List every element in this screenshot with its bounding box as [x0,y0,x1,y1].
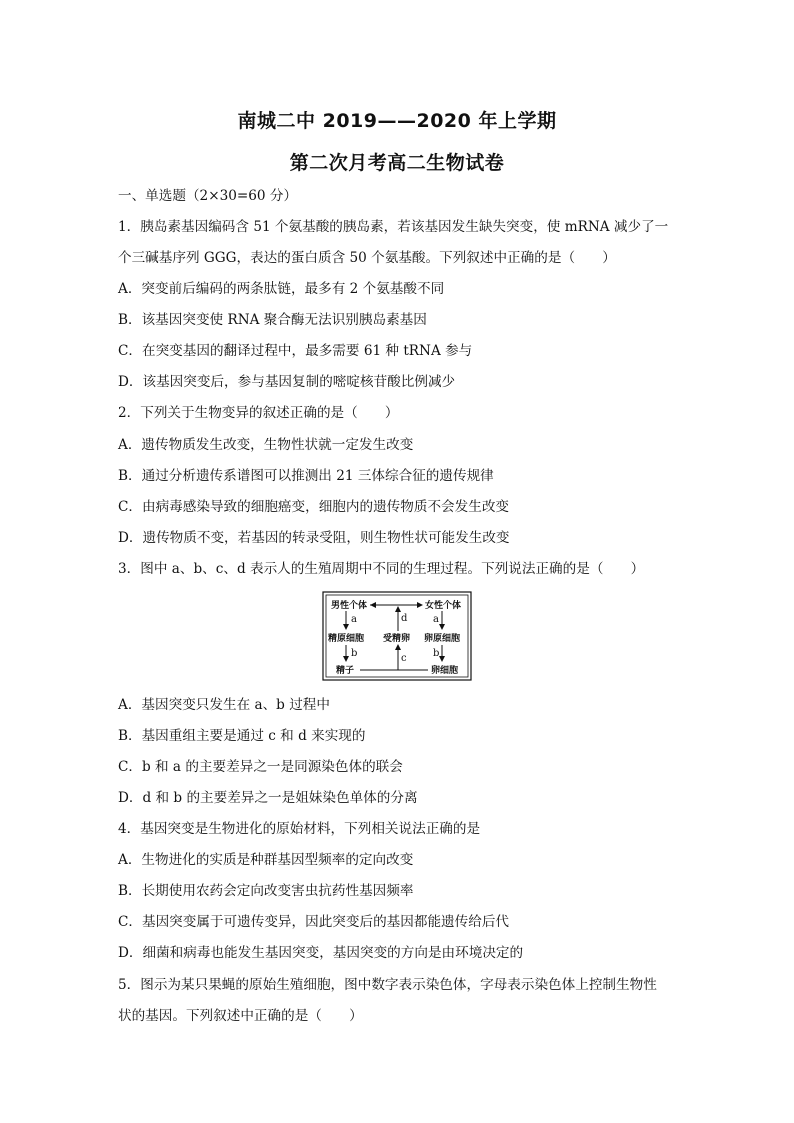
question-4-option-d: D．细菌和病毒也能发生基因突变，基因突变的方向是由环境决定的 [118,945,524,961]
question-4-option-b: B．长期使用农药会定向改变害虫抗药性基因频率 [118,883,414,899]
question-2-option-a: A．遗传物质发生改变，生物性状就一定发生改变 [118,437,414,453]
section-heading: 一、单选题（2×30=60 分） [118,188,298,204]
node-zygote: 受精卵 [383,634,411,644]
label-c: c [401,653,407,664]
node-oogonium: 卵原细胞 [424,634,461,644]
reproduction-cycle-diagram [322,591,472,681]
question-5-stem: 5．图示为某只果蝇的原始生殖细胞，图中数字表示染色体，字母表示染色体上控制生物性 [118,977,657,993]
node-female: 女性个体 [425,601,462,611]
exam-title-line2: 第二次月考高二生物试卷 [289,152,505,174]
node-male: 男性个体 [331,601,368,611]
question-5-stem: 状的基因。下列叙述中正确的是（ ） [118,1008,363,1024]
question-4-stem: 4．基因突变是生物进化的原始材料，下列相关说法正确的是 [118,821,481,837]
question-1-stem: 1．胰岛素基因编码含 51 个氨基酸的胰岛素，若该基因发生缺失突变，使 mRNA 减少了一 [118,219,669,235]
node-spermatogonium: 精原细胞 [328,634,365,644]
question-2-option-b: B．通过分析遗传系谱图可以推测出 21 三体综合征的遗传规律 [118,468,494,484]
question-3-option-a: A．基因突变只发生在 a、b 过程中 [118,697,330,713]
exam-title-line1: 南城二中 2019——2020 年上学期 [237,110,557,132]
question-1-option-d: D．该基因突变后，参与基因复制的嘧啶核苷酸比例减少 [118,374,456,390]
label-d: d [401,613,408,624]
question-4-option-c: C．基因突变属于可遗传变异，因此突变后的基因都能遗传给后代 [118,914,510,930]
question-2-option-d: D．遗传物质不变，若基因的转录受阻，则生物性状可能发生改变 [118,530,510,546]
question-1-option-c: C．在突变基因的翻译过程中，最多需要 61 种 tRNA 参与 [118,343,473,359]
question-4-option-a: A．生物进化的实质是种群基因型频率的定向改变 [118,852,414,868]
node-egg: 卵细胞 [431,666,459,676]
label-a-left: a [351,614,357,625]
question-3-option-d: D．d 和 b 的主要差异之一是姐妹染色单体的分离 [118,790,418,806]
question-1-option-b: B．该基因突变使 RNA 聚合酶无法识别胰岛素基因 [118,312,427,328]
question-3-stem: 3．图中 a、b、c、d 表示人的生殖周期中不同的生理过程。下列说法正确的是（ ） [118,561,645,577]
question-1-stem: 个三碱基序列 GGG，表达的蛋白质含 50 个氨基酸。下列叙述中正确的是（ ） [118,250,616,266]
label-a-right: a [433,614,439,625]
node-sperm: 精子 [336,666,355,676]
question-2-stem: 2．下列关于生物变异的叙述正确的是（ ） [118,405,399,421]
question-3-option-c: C．b 和 a 的主要差异之一是同源染色体的联会 [118,759,403,775]
question-1-option-a: A．突变前后编码的两条肽链，最多有 2 个氨基酸不同 [118,281,445,297]
reproduction-cycle-svg [322,591,472,681]
label-b-left: b [351,648,358,659]
label-b-right: b [433,648,440,659]
question-3-option-b: B．基因重组主要是通过 c 和 d 来实现的 [118,728,366,744]
question-2-option-c: C．由病毒感染导致的细胞癌变，细胞内的遗传物质不会发生改变 [118,499,510,515]
